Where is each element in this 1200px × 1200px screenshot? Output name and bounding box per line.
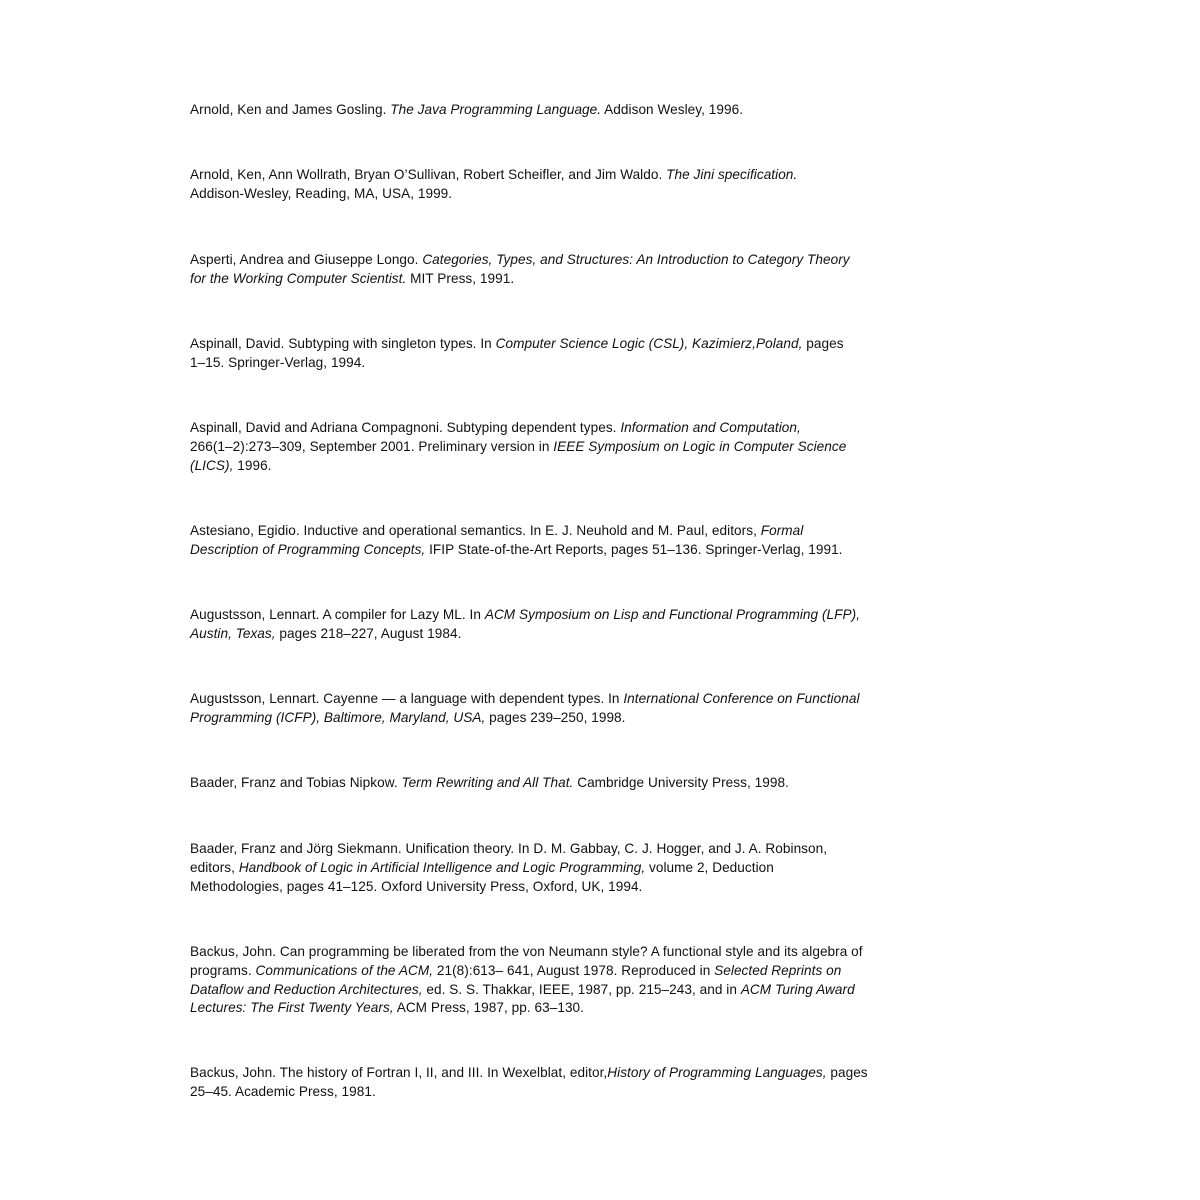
reference-text: 25–45. Academic Press, 1981. bbox=[190, 1083, 376, 1099]
reference-text: 1996. bbox=[233, 457, 272, 473]
reference-title-text: Computer Science Logic (CSL), Kazimierz,Poland, bbox=[495, 336, 803, 351]
reference-title-text: Description of Programming Concepts, bbox=[190, 541, 426, 557]
reference-text: Astesiano, Egidio. Inductive and operational semantics. In E. J. Neuhold and M. Paul, editors, bbox=[190, 523, 761, 538]
reference-text: pages bbox=[826, 1065, 868, 1080]
reference-text: 1–15. Springer-Verlag, 1994. bbox=[190, 354, 366, 370]
reference-text: Asperti, Andrea and Giuseppe Longo. bbox=[190, 252, 423, 267]
reference-text: Arnold, Ken and James Gosling. bbox=[190, 102, 391, 117]
reference-text: 21(8):613– 641, August 1978. Reproduced in bbox=[433, 962, 715, 978]
reference-title-text: Dataflow and Reduction Architectures, bbox=[190, 981, 423, 997]
reference-text: Baader, Franz and Tobias Nipkow. bbox=[190, 775, 402, 790]
reference-text: 266(1–2):273–309, September 2001. Preliminary version in bbox=[190, 438, 554, 454]
reference-title-text: ACM Turing Award bbox=[740, 981, 855, 997]
reference-entry bbox=[190, 522, 1060, 560]
reference-title-text: Selected Reprints on bbox=[714, 962, 842, 978]
reference-text: IFIP State-of-the-Art Reports, pages 51–136. Springer-Verlag, 1991. bbox=[425, 541, 843, 557]
reference-title-text: for the Working Computer Scientist. bbox=[190, 270, 407, 286]
reference-entry bbox=[190, 419, 1060, 475]
reference-title-text: Lectures: The First Twenty Years, bbox=[190, 1000, 394, 1016]
reference-title-text: Programming (ICFP), Baltimore, Maryland, USA, bbox=[190, 709, 486, 725]
reference-title-text: Formal bbox=[760, 523, 804, 538]
reference-text: pages 218–227, August 1984. bbox=[275, 625, 462, 641]
reference-text: Aspinall, David and Adriana Compagnoni. Subtyping dependent types. bbox=[190, 420, 621, 435]
reference-title-text: International Conference on Functional bbox=[623, 691, 860, 706]
reference-entry bbox=[190, 840, 1060, 896]
reference-title-text: Information and Computation, bbox=[620, 420, 801, 435]
reference-title-text: Handbook of Logic in Artificial Intelligence and Logic Programming, bbox=[238, 859, 646, 875]
reference-text: ed. S. S. Thakkar, IEEE, 1987, pp. 215–243, and in bbox=[422, 981, 741, 997]
reference-text: pages bbox=[802, 336, 844, 351]
reference-text: Addison Wesley, 1996. bbox=[601, 102, 744, 117]
reference-text: Methodologies, pages 41–125. Oxford University Press, Oxford, UK, 1994. bbox=[190, 878, 643, 894]
reference-title-text: The Java Programming Language. bbox=[390, 102, 602, 117]
reference-title-text: Term Rewriting and All That. bbox=[401, 775, 574, 790]
reference-entry bbox=[190, 101, 1060, 120]
reference-title-text: (LICS), bbox=[190, 457, 234, 473]
reference-text: editors, bbox=[190, 859, 239, 875]
reference-text: Backus, John. Can programming be liberated from the von Neumann style? A functional style and its algebra of bbox=[190, 944, 863, 959]
reference-title-text: History of Programming Languages, bbox=[607, 1065, 827, 1080]
reference-text: Arnold, Ken, Ann Wollrath, Bryan O’Sullivan, Robert Scheifler, and Jim Waldo. bbox=[190, 167, 667, 182]
reference-title-text: ACM Symposium on Lisp and Functional Programming (LFP), bbox=[484, 607, 861, 622]
reference-text: Cambridge University Press, 1998. bbox=[573, 775, 789, 790]
reference-text: MIT Press, 1991. bbox=[406, 270, 515, 286]
reference-text: Backus, John. The history of Fortran I, II, and III. In Wexelblat, editor, bbox=[190, 1065, 608, 1080]
reference-entry bbox=[190, 335, 1060, 373]
reference-title-text: Categories, Types, and Structures: An Introduction to Category Theory bbox=[422, 252, 850, 267]
reference-text: ACM Press, 1987, pp. 63–130. bbox=[393, 1000, 584, 1016]
reference-text: pages 239–250, 1998. bbox=[485, 709, 626, 725]
reference-text: programs. bbox=[190, 962, 256, 978]
reference-text: volume 2, Deduction bbox=[645, 859, 774, 875]
reference-text: Baader, Franz and Jörg Siekmann. Unification theory. In D. M. Gabbay, C. J. Hogger, and J. A. Robinson, bbox=[190, 841, 828, 856]
reference-text: Aspinall, David. Subtyping with singleton types. In bbox=[190, 336, 496, 351]
reference-text: Addison-Wesley, Reading, MA, USA, 1999. bbox=[190, 185, 453, 201]
reference-entry bbox=[190, 166, 1060, 204]
reference-title-text: Communications of the ACM, bbox=[255, 962, 434, 978]
reference-entry bbox=[190, 1064, 1060, 1102]
reference-text: Augustsson, Lennart. A compiler for Lazy ML. In bbox=[190, 607, 485, 622]
reference-entry bbox=[190, 774, 1060, 793]
reference-title-text: Austin, Texas, bbox=[190, 625, 276, 641]
reference-title-text: IEEE Symposium on Logic in Computer Science bbox=[553, 438, 847, 454]
reference-text: Augustsson, Lennart. Cayenne — a language with dependent types. In bbox=[190, 691, 624, 706]
reference-entry bbox=[190, 690, 1060, 728]
reference-entry bbox=[190, 606, 1060, 644]
reference-entry bbox=[190, 943, 1060, 1018]
reference-title-text: The Jini specification. bbox=[666, 167, 798, 182]
reference-entry bbox=[190, 251, 1060, 289]
